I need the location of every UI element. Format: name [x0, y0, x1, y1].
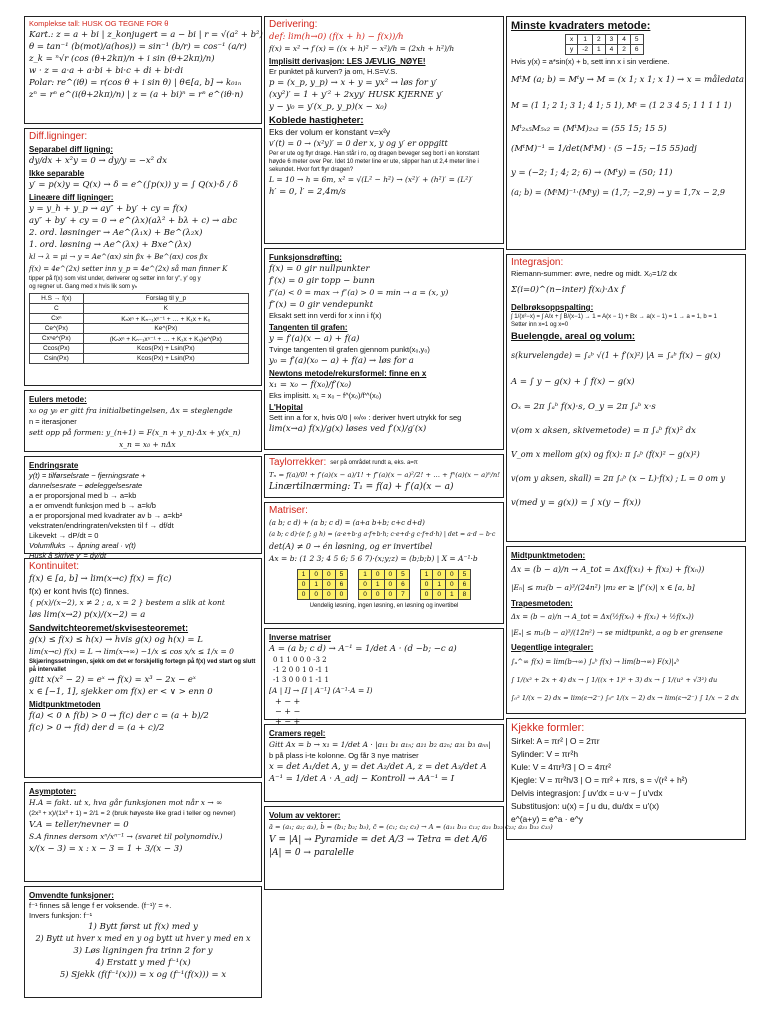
complex-line: Polar: re^(iθ) = r(cos θ + i sin θ) | θ∈[a, b] → k₀₁ₙ [29, 78, 242, 88]
inverse-heading: Omvendte funksjoner: [29, 891, 114, 900]
linear-line: f(x) = 4e^(2x) setter inn y_p = 4e^(2x) så man finner K [29, 265, 228, 273]
rref-caption: Uendelig løsning, ingen løsning, en løsning og invertibel [309, 603, 459, 609]
table-cell: Kcos(Px) + Lsin(Px) [83, 344, 248, 354]
midpoint-method-line: |Eₙ| ≤ m₂(b − a)³/(24n²) |m₂ er ≥ |f″(x)| x ∈ [a, b] [511, 583, 695, 592]
linear-note: tipper på f(x) som vist under, deriverer og setter inn for y″, y′ og y [29, 276, 201, 282]
least-squares-line: y = (−2; 1; 4; 2; 6) → (Mᵗy) = (50; 11) [511, 168, 673, 178]
arc-length-line: v(om y aksen, skall) = 2π ∫ₐᵇ (x − L)·f(x) ; L = 0 om y [511, 474, 725, 483]
matrix-cell: 0 [310, 590, 323, 600]
lhopital-heading: L'Hopital [269, 403, 303, 412]
sign-row: − + − [275, 707, 301, 716]
asymptote-line: V.A = teller/nevner = 0 [29, 820, 129, 830]
function-analysis-section [264, 248, 504, 450]
continuity-line: f(x) ∈ [a, b] → lim(x→c) f(x) = f(c) [29, 574, 172, 584]
matrix-title: Matriser: [269, 505, 308, 516]
cramer-heading: Cramers regel: [269, 729, 326, 738]
euler-heading: Eulers metode: [29, 395, 87, 404]
asymptote-section [24, 782, 262, 882]
implicit-line: (xy²)′ = 1 + y′² + 2xyy′ HUSK KJERNE y′ [269, 90, 444, 100]
formula-line: Sylinder: V = πr²h [511, 749, 579, 759]
inverse-matrix-line: [A | I] → [I | A⁻¹] (A⁻¹·A = I) [269, 686, 373, 695]
squeeze-line: lim(x→c) f(x) = L → lim(x→∞) −1/x ≤ cos x/x ≤ 1/x = 0 [29, 647, 234, 656]
matrix-cell: 0 [323, 580, 336, 590]
matrix-cell: 1 [433, 580, 446, 590]
table-cell: 6 [630, 45, 643, 55]
rref-unique [420, 569, 472, 600]
augmented-row: -1 2 0 0 1 0 -1 1 [273, 666, 329, 674]
table-cell: 2 [593, 35, 606, 45]
augmented-matrix [269, 655, 499, 685]
inverse-matrix-heading: Inverse matriser [269, 633, 331, 642]
table-cell: Cxⁿ [30, 314, 84, 324]
tangent-line: Tvinge tangenten til grafen gjennom punkt(x₀,y₀) [269, 345, 430, 354]
inverse-matrix-line: A = (a b; c d) → A⁻¹ = 1/det A · (d −b; −c a) [269, 644, 457, 654]
euler-line: x₀ og y₀ er gitt fra initialbetingelsen, Δx = steglengde [29, 406, 233, 415]
midpoint-line: f(c) > 0 → f(d) der d = (a + c)/2 [29, 723, 165, 733]
least-squares-line: M = (1 1; 2 1; 3 1; 4 1; 5 1), Mᵗ = (1 2 3 4 5; 1 1 1 1 1) [511, 101, 732, 110]
inverse-line: f⁻¹ finnes så lenge f er voksende. (f⁻¹)′ = +. [29, 901, 172, 910]
complex-line: zⁿ = rⁿ e^(i(θ+2kπ)/n) | z = (a + bi)ⁿ = rⁿ e^(iθ·n) [29, 90, 244, 100]
related-rates-line: h′ = 0, l′ = 2,4m/s [269, 187, 346, 197]
function-line: f′(x) = 0 gir topp − bunn [269, 276, 375, 286]
matrix-cell: 1 [371, 580, 384, 590]
formula-line: Delvis integrasjon: ∫ uv′dx = u·v − ∫ u′vdx [511, 788, 663, 798]
matrix-cell: 5 [397, 570, 410, 580]
least-squares-line: Hvis y(x) = a*sin(x) + b, sett inn x i sin verdiene. [511, 57, 670, 66]
sign-pattern [269, 697, 499, 727]
asymptote-heading: Asymptoter: [29, 787, 77, 796]
linear-line: 1. ord. løsning → Ae^(λx) + Bxe^(λx) [29, 240, 192, 250]
matrix-cell: 1 [420, 570, 433, 580]
formula-line: Substitusjon: u(x) = ∫ u du, du/dx = u′(x) [511, 801, 660, 811]
cramer-line: A⁻¹ = 1/det A · A_adj − Kontroll → AA⁻¹ = I [269, 774, 455, 784]
matrix-cell: 0 [297, 590, 310, 600]
trapezoid-heading: Trapesmetoden: [511, 599, 573, 608]
vector-volume-line: ā = (a₁; a₂; a₃), b̄ = (b₁; b₂; b₃), c̄ = (c₁; c₂; c₃) → A = (a₁₁ b₁₂ c₁₃; a₂₁ b₂₂ c₂₃; a₃₁ b₃₂ c₃₃) [269, 823, 553, 831]
complex-line: θ = tan⁻¹ (b(mot)/a(hos)) = sin⁻¹ (b/r) = cos⁻¹ (a/r) [29, 42, 247, 52]
separable-line: dy/dx + x²y = 0 → dy/y = −x² dx [29, 156, 168, 166]
implicit-heading: Implisitt derivasjon: LES JÆVLIG_NØYE! [269, 57, 426, 66]
matrix-cell: 0 [359, 580, 372, 590]
table-cell: Kₙxⁿ + Kₙ₋₁xⁿ⁻¹ + … + K₁x + K₀ [83, 314, 248, 324]
implicit-line: p = (x_p, y_p) → x + y = yx² → løs for y′ [269, 78, 438, 88]
midpoint-line: f(a) < 0 ∧ f(b) > 0 → f(c) der c = (a + b)/2 [29, 711, 209, 721]
matrix-cell: 5 [335, 570, 348, 580]
continuity-section [24, 558, 262, 778]
trapezoid-line: |Eₙ| ≤ m₂(b − a)³/(12n²) → se midtpunkt, a og b er grensene [511, 629, 723, 637]
euler-line: sett opp på formen: y_(n+1) = F(x_n + y_n)·Δx + y(x_n) [29, 428, 241, 437]
squeeze-heading: Sandwitchteoremet/skvisesteoremet: [29, 623, 189, 633]
diff-title: Diff.ligninger: [29, 131, 88, 142]
improper-line: ∫ₐ^∞ f(x) = lim(b→∞) ∫ₐᵇ f(x) → lim(b→∞) F(x)|ₐᵇ [511, 658, 680, 666]
complex-title: Komplekse tall: HUSK OG TEGNE FOR θ [29, 19, 169, 28]
table-cell: Csin(Px) [30, 354, 84, 364]
column-left [24, 16, 262, 1002]
matrix-cell: 1 [310, 580, 323, 590]
table-cell: C [30, 304, 84, 314]
midpoint-method-heading: Midtpunktmetoden: [511, 551, 586, 560]
complex-line: z_k = ⁿ√r (cos (θ+2kπ)/n + i sin (θ+2kπ)/n) [29, 54, 215, 64]
matrix-cell: 0 [323, 590, 336, 600]
partial-fractions-line: Setter inn x=1 og x=0 [511, 322, 569, 328]
matrix-cell: 6 [458, 580, 471, 590]
table-cell: 2 [618, 45, 631, 55]
inverse-step: 4) Erstatt y med f⁻¹(x) [95, 958, 191, 968]
inverse-step: 2) Bytt ut hver x med en y og bytt ut hver y med en x [35, 934, 251, 943]
lhopital-line: lim(x→a) f(x)/g(x) løses ved f′(x)/g′(x) [269, 424, 427, 434]
integration-section [506, 254, 746, 542]
matrix-line: (a b; c d) + (a b; c d) = (a+a b+b; c+c d+d) [269, 519, 425, 527]
cramer-section [264, 724, 504, 802]
related-rates-line: høyde 6 meter over Per. Idet 10 meter line er ute, slipper han ut 2,4 meter line i [269, 159, 479, 165]
arc-length-line: s(kurvelengde) = ∫ₐᵇ √(1 + f′(x)²) |A = ∫ₐᵇ f(x) − g(x) [511, 351, 721, 360]
linear-note: og regner ut. Gang med x hvis lik som yₕ [29, 284, 138, 290]
cramer-line: Gitt Ax = b → x₁ = 1/det A · |a₁₁ b₁ a₁ₙ; a₂₁ b₂ a₂ₙ; a₃₁ b₃ aₙₙ| [269, 740, 491, 749]
rref-none [358, 569, 410, 600]
formula-line: Sirkel: A = πr² | O = 2πr [511, 736, 600, 746]
table-cell: K [83, 304, 248, 314]
squeeze-line: Skjæringssetningen, sjekk om det er forskjellig fortegn på f(x) ved start og slutt på intervallet [29, 659, 256, 673]
table-cell: 3 [605, 35, 618, 45]
numeric-integration-section [506, 546, 746, 714]
arc-length-line: v(om x aksen, skivemetode) = π ∫ₐᵇ f(x)² dx [511, 426, 696, 436]
table-cell: 1 [578, 35, 593, 45]
linear-line: kl → λ = μi → y = Ae^(αx) sin βx + Be^(αx) cos βx [29, 253, 208, 261]
complex-line: w · z = a·a + a·bi + bi·c + di + bi·di [29, 66, 184, 76]
inverse-step: 3) Løs ligningen fra trinn 2 for y [73, 946, 213, 956]
inverse-function-section [24, 886, 262, 998]
sign-row: + − + [275, 697, 301, 706]
midpoint-heading: Midtpunktmetoden [29, 700, 101, 709]
column-right [506, 16, 746, 844]
rref-examples [269, 567, 499, 602]
rate-line: Likevekt → dP/dt = 0 [29, 531, 99, 540]
rref-infinite [297, 569, 349, 600]
least-squares-section [506, 16, 746, 250]
matrix-cell: 0 [359, 590, 372, 600]
formula-line: Kule: V = 4πr³/3 | O = 4πr² [511, 762, 611, 772]
table-cell: Ccos(Px) [30, 344, 84, 354]
linear-heading: Lineære diff ligninger: [29, 193, 114, 202]
matrix-cell: 0 [310, 570, 323, 580]
vector-volume-line: |A| = 0 → paralelle [269, 848, 354, 858]
continuity-line: løs lim(x→2) p(x)/(x−2) = a [29, 610, 146, 620]
complex-numbers-section [24, 16, 262, 124]
table-cell: 4 [618, 35, 631, 45]
function-line: Eksakt sett inn verdi for x inn i f(x) [269, 311, 382, 320]
squeeze-line: x ∈ [−1, 1], sjekker om f(x) er < ∨ > enn 0 [29, 687, 213, 697]
continuity-line: { p(x)/(x−2), x ≠ 2 ; a, x = 2 } bestem a slik at kont [29, 598, 225, 607]
matrix-cell: 0 [446, 580, 459, 590]
integration-line: Riemann-summer: øvre, nedre og midt. X₀=1/2 dx [511, 269, 677, 278]
related-rates-heading: Koblede hastigheter: [269, 115, 364, 126]
matrix-cell: 0 [420, 590, 433, 600]
augmented-row: -1 3 0 0 0 1 -1 1 [273, 676, 329, 684]
newton-line: x₁ = x₀ − f(x₀)/f′(x₀) [269, 380, 352, 390]
asymptote-line: x/(x − 3) = x : x − 3 = 1 + 3/(x − 3) [29, 844, 183, 854]
matrix-cell: 0 [384, 570, 397, 580]
asymptote-line: S.A finnes dersom xⁿ/xⁿ⁻¹ → (svaret til polynomdiv.) [29, 832, 223, 841]
newton-line: Eks implisitt. x₁ = x₀ − f^(x₀)/f′^(x₀) [269, 391, 382, 400]
tangent-line: y₀ = f′(a)(x₀ − a) + f(a) → løs for a [269, 356, 414, 366]
euler-line: x_n = x₀ + nΔx [119, 440, 176, 449]
table-cell: -2 [578, 45, 593, 55]
matrix-line: (a b; c d)·(e f; g h) = (a·e+b·g a·f+b·h; c·e+d·g c·f+d·h) | det = a·d − b·c [269, 531, 496, 538]
matrix-cell: 7 [397, 590, 410, 600]
rate-line: a er proporsjonal med kvadrater av b → a=kb² [29, 511, 183, 520]
function-line: f″(a) < 0 = max → f″(a) > 0 = min → a = (x, y) [269, 288, 449, 297]
squeeze-line: g(x) ≤ f(x) ≤ h(x) → hvis g(x) og h(x) = L [29, 635, 203, 645]
trapezoid-line: Δx = (b − a)/n → A_tot = Δx(½f(x₀) + f(x₁) + ½f(xₙ)) [511, 613, 694, 621]
linear-line: ay″ + by′ + cy = 0 → e^(λx)(aλ² + bλ + c) → abc [29, 216, 238, 226]
matrix-cell: 6 [397, 580, 410, 590]
newton-heading: Newtons metode/rekursformel: finne en x [269, 369, 427, 378]
least-squares-table [565, 34, 644, 55]
continuity-title: Kontinuitet: [29, 561, 80, 572]
augmented-row: 0 1 1 0 0 0 -3 2 [273, 656, 327, 664]
least-squares-line: Mᵗ₂ₓ₅M₅ₓ₂ = (MᵗM)₂ₓ₂ = (55 15; 15 5) [511, 124, 667, 134]
function-analysis-heading: Funksjonsdrøfting: [269, 253, 342, 262]
related-rates-line: v′(t) = 0 → (x²y)′ = 0 der x, y og y′ er oppgitt [269, 139, 448, 148]
rate-heading: Endringsrate [29, 461, 79, 470]
least-squares-line: MᵗM (a; b) = Mᵗy → M = (x 1; x 1; x 1) → x = måledata [511, 75, 744, 85]
tangent-heading: Tangenten til grafen: [269, 323, 348, 332]
matrix-cell: 0 [335, 590, 348, 600]
matrix-section [264, 502, 504, 624]
rate-line: dannelsesrate − ødeleggelsesrate [29, 481, 143, 490]
arc-length-line: Oₓ = 2π ∫ₐᵇ f(x)·s, O_y = 2π ∫ₐᵇ x·s [511, 402, 656, 412]
table-header: Forslag til y_p [83, 294, 248, 304]
matrix-cell: 8 [458, 590, 471, 600]
improper-heading: Uegentlige integraler: [511, 643, 594, 652]
matrix-cell: 5 [458, 570, 471, 580]
inverse-line: Invers funksjon: f⁻¹ [29, 911, 93, 920]
formula-line: e^(a+y) = e^a · e^y [511, 814, 583, 824]
formula-line: Kjegle: V = πr²h/3 | O = πr² + πrs, s = √(r² + h²) [511, 775, 688, 785]
table-cell: Ce^(Px) [30, 324, 84, 334]
nonseparable-heading: Ikke separable [29, 169, 85, 178]
midpoint-method-line: Δx = (b − a)/n → A_tot = Δx(f(x₁) + f(x₂) + f(xₙ)) [511, 565, 705, 574]
derivative-line: f(x) = x² → f′(x) = ((x + h)² − x²)/h = (2xh + h²)/h [269, 44, 455, 53]
taylor-line: Tₙ = f(a)/0! + f′(a)(x − a)/1! + f″(a)(x − a)²/2! + … + fⁿ(a)(x − a)ⁿ/n! [269, 471, 501, 479]
rate-line: y(t) = tilførselsrate − fjerningsrate + [29, 471, 146, 480]
diff-equations-section [24, 128, 262, 386]
linear-line: 2. ord. løsninger → Ae^(λ₁x) + Be^(λ₂x) [29, 228, 203, 238]
least-squares-line: (MᵗM)⁻¹ = 1/det(MᵗM) · (5 −15; −15 55)adj [511, 144, 697, 154]
matrix-line: Ax = b: (1 2 3; 4 5 6; 5 6 7)·(x;y;z) = (b;b;b) | X = A⁻¹·b [269, 554, 478, 563]
table-cell: 4 [605, 45, 618, 55]
sign-row: + − + [275, 717, 301, 726]
inverse-step: 5) Sjekk (f(f⁻¹(x))) = x og (f⁻¹(f(x))) = x [59, 970, 227, 980]
matrix-line: det(A) ≠ 0 → én løsning, og er invertibel [269, 542, 433, 551]
related-rates-line: L = 10 → h = 6m, x² = √(L² − h²) → (x²)′ + (h²)′ = (L²)′ [269, 175, 473, 184]
taylor-line: Linærtilnærming: T₁ = f(a) + f′(a)(x − a) [269, 482, 454, 492]
table-cell: x [566, 35, 578, 45]
matrix-cell: 0 [420, 580, 433, 590]
matrix-cell: 0 [371, 590, 384, 600]
euler-line: n = iterasjoner [29, 417, 77, 426]
partial-fractions-heading: Delbrøksoppspalting: [511, 303, 594, 312]
rate-line: vekstraten/endringraten/veksten til f → df/dt [29, 521, 174, 530]
formulas-section [506, 718, 746, 840]
arc-length-line: A = ∫ y − g(x) + ∫ f(x) − g(x) [511, 377, 635, 387]
arc-length-heading: Buelengde, areal og volum: [511, 331, 636, 342]
lhopital-line: Sett inn a for x, hvis 0/0 | ∞/∞ : deriver hvert utrykk for seg [269, 413, 462, 422]
nonseparable-line: y′ = p(x)y = Q(x) → δ = e^(∫p(x)) y = ∫ Q(x)·δ / δ [29, 180, 238, 190]
formulas-title: Kjekke formler: [511, 722, 585, 734]
separable-heading: Separabel diff ligning: [29, 145, 114, 154]
related-rates-line: Per er ute og flyr drage. Han står i ro, og dragen beveger seg bort i en konstant [269, 151, 480, 157]
matrix-cell: 0 [446, 570, 459, 580]
least-squares-heading: Minste kvadraters metode: [511, 20, 651, 32]
table-cell: Cxⁿe^(Px) [30, 334, 84, 344]
matrix-cell: 0 [371, 570, 384, 580]
table-cell: (Kₙxⁿ + Kₙ₋₁xⁿ⁻¹ + … + K₁x + K₀)e^(Px) [83, 334, 248, 344]
integration-title: Integrasjon: [511, 257, 564, 268]
matrix-cell: 0 [384, 590, 397, 600]
vector-volume-heading: Volum av vektorer: [269, 811, 341, 820]
improper-line: ∫₀² 1/(x − 2) dx = lim(ε→2⁻) ∫₀ᵉ 1/(x − 2) dx → lim(ε→2⁻) ∫ 1/x − 2 dx [511, 694, 739, 702]
asymptote-line: (2x³ + x)/(1x³ + 1) = 2/1 = 2 (bruk høyeste like grad i teller og nevner) [29, 810, 236, 817]
vector-volume-line: V = |A| → Pyramide = det A/3 → Tetra = det A/6 [269, 835, 488, 845]
function-line: f″(x) = 0 gir vendepunkt [269, 300, 374, 310]
implicit-line: Er punktet på kurven? ja om, H.S=V.S. [269, 67, 398, 76]
arc-length-line: V_om x mellom g(x) og f(x): π ∫ₐᵇ (f(x)² − g(x)²) [511, 450, 700, 459]
matrix-cell: 1 [446, 590, 459, 600]
taylor-note: ser på området rundt a, eks. a=π [330, 460, 418, 466]
rate-line: a er proporsjonal med b → a=kb [29, 491, 137, 500]
continuity-line: f(x) er kont hvis f(c) finnes. [29, 586, 130, 596]
derivative-title: Derivering: [269, 19, 318, 30]
rate-line: Volumfluks → åpning areal · v(t) [29, 541, 136, 550]
table-cell: y [566, 45, 578, 55]
cramer-line: x = det A₁/det A, y = det A₂/det A, z = det A₃/det A [269, 762, 487, 772]
table-header: H.S → f(x) [30, 294, 84, 304]
matrix-cell: 6 [335, 580, 348, 590]
least-squares-line: (a; b) = (MᵗM)⁻¹·(Mᵗy) = (1,7; −2,9) → y = 1,7x − 2,9 [511, 188, 725, 197]
matrix-cell: 0 [384, 580, 397, 590]
implicit-line: y − y₀ = y′(x_p, y_p)(x − x₀) [269, 102, 387, 112]
rate-section [24, 456, 262, 560]
inverse-matrix-section [264, 628, 504, 726]
integration-line: Σ(i=0)^(n−inter) f(xᵢ)·Δx f [511, 285, 625, 295]
particular-solution-table [29, 293, 249, 364]
matrix-cell: 1 [359, 570, 372, 580]
rate-line: a er omvendt funksjon med b → a=k/b [29, 501, 156, 510]
table-cell: Ke^(Px) [83, 324, 248, 334]
euler-section [24, 390, 262, 452]
linear-line: y = y_h + y_p → ay″ + by′ + cy = f(x) [29, 204, 188, 214]
matrix-cell: 0 [433, 590, 446, 600]
matrix-cell: 0 [433, 570, 446, 580]
complex-line: Kart.: z = a + bi | z_konjugert = a − bi | r = √(a² + b²) [29, 30, 263, 40]
matrix-cell: 1 [297, 570, 310, 580]
improper-line: ∫ 1/(x² + 2x + 4) dx → ∫ 1/((x + 1)² + 3) dx → ∫ 1/(u² + √3²) du [511, 676, 718, 684]
derivative-line: def: lim(h→0) (f(x + h) − f(x))/h [269, 32, 404, 42]
function-line: f(x) = 0 gir nullpunkter [269, 264, 370, 274]
matrix-cell: 0 [297, 580, 310, 590]
matrix-cell: 0 [323, 570, 336, 580]
squeeze-line: gitt x(x² − 2) = eˣ → f(x) = x³ − 2x − eˣ [29, 675, 196, 685]
table-cell: Kcos(Px) + Lsin(Px) [83, 354, 248, 364]
arc-length-line: v(med y = g(x)) = ∫ x(y − f(x)) [511, 498, 641, 508]
inverse-step: 1) Bytt først ut f(x) med y [88, 922, 198, 932]
related-rates-line: Eks der volum er konstant v=x²y [269, 127, 391, 137]
cramer-line: b på plass i-te kolonne. Og får 3 nye matriser [269, 751, 419, 760]
taylor-section [264, 454, 504, 498]
derivative-section [264, 16, 504, 244]
asymptote-line: H.A = fakt. ut x, hva går funksjonen mot når x → ∞ [29, 798, 223, 807]
rate-line: Husk å skrive y′ = dy/dt [29, 551, 107, 560]
related-rates-line: sekundet. Hvor fort flyr dragen? [269, 167, 354, 173]
taylor-title: Taylorrekker: [269, 457, 327, 468]
table-cell: 5 [630, 35, 643, 45]
partial-fractions-line: ∫ 1/(x²−x) = ∫ A/x + ∫ B/(x−1) → 1 = A(x − 1) + Bx → a(x − 1) = 1 → a = 1, b = 1 [511, 314, 717, 320]
tangent-line: y = f′(a)(x − a) + f(a) [269, 334, 360, 344]
table-cell: 1 [593, 45, 606, 55]
